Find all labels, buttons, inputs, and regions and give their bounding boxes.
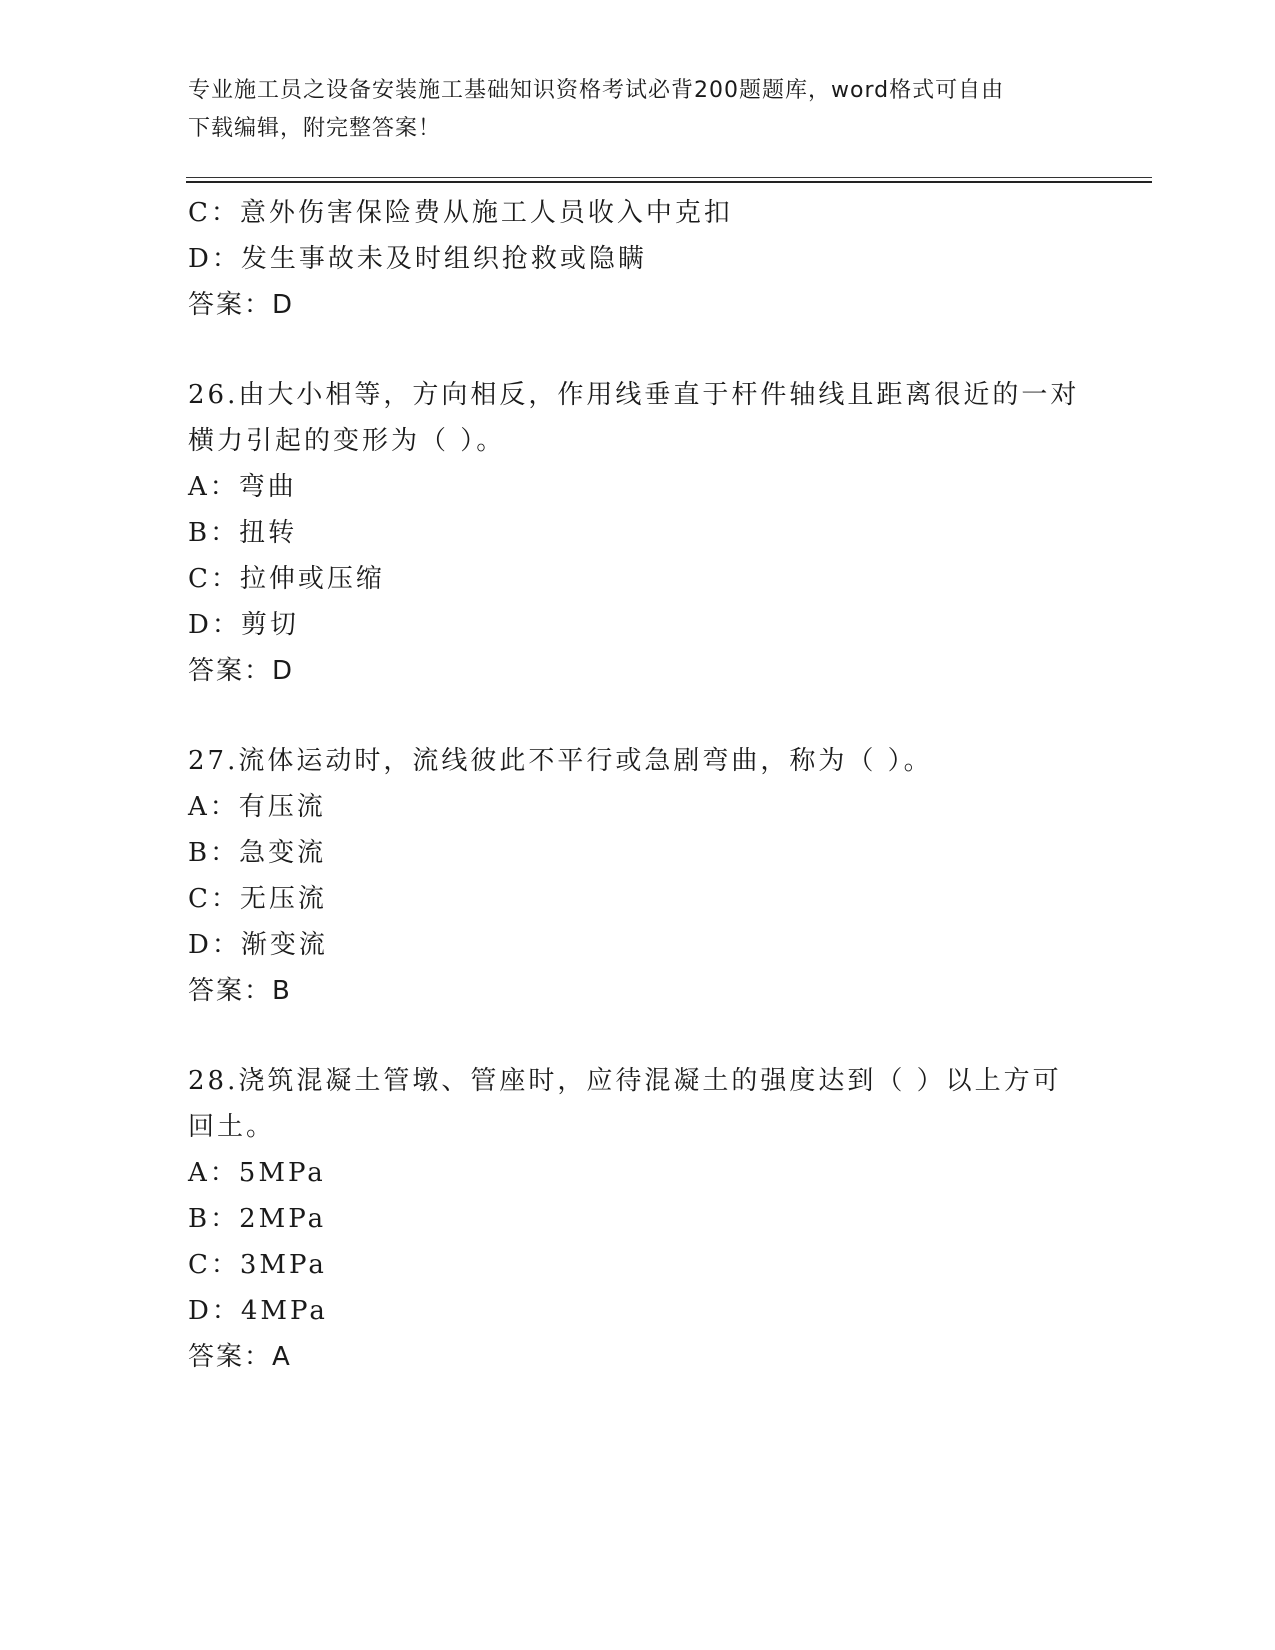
question-26 <box>188 372 1108 694</box>
option-a: A：有压流 <box>188 792 326 822</box>
option-c: C：3MPa <box>188 1250 327 1280</box>
header-title-line-2: 下载编辑，附完整答案！ <box>188 116 442 141</box>
question-stem-line-1: 26.由大小相等，方向相反，作用线垂直于杆件轴线且距离很近的一对 <box>188 380 1080 410</box>
header-divider-thin <box>186 177 1152 178</box>
option-d: D：剪切 <box>188 610 299 640</box>
answer-line: 答案：A <box>188 1342 292 1372</box>
question-25-continued <box>188 190 1108 328</box>
question-stem-line-1: 28.浇筑混凝土管墩、管座时，应待混凝土的强度达到（ ）以上方可 <box>188 1066 1062 1096</box>
answer-line: 答案：B <box>188 976 292 1006</box>
answer-line: 答案：D <box>188 290 295 320</box>
answer-line: 答案：D <box>188 656 295 686</box>
header-divider-thick <box>186 181 1152 183</box>
option-b: B：扭转 <box>188 518 298 548</box>
question-28 <box>188 1058 1108 1380</box>
option-b: B：2MPa <box>188 1204 327 1234</box>
option-a: A：弯曲 <box>188 472 297 502</box>
option-c: C：无压流 <box>188 884 327 914</box>
question-list <box>188 190 1108 1380</box>
option-d: D：4MPa <box>188 1296 328 1326</box>
question-stem-line-2: 横力引起的变形为（ ）。 <box>188 426 506 456</box>
question-stem-line-2: 回土。 <box>188 1112 276 1142</box>
option-b: B：急变流 <box>188 838 327 868</box>
option-a: A：5MPa <box>188 1158 326 1188</box>
document-header <box>188 72 1088 148</box>
option-c: C：拉伸或压缩 <box>188 564 385 594</box>
question-stem-line-1: 27.流体运动时，流线彼此不平行或急剧弯曲，称为（ ）。 <box>188 746 933 776</box>
option-d: D：渐变流 <box>188 930 328 960</box>
question-27 <box>188 738 1108 1014</box>
option-c: C：意外伤害保险费从施工人员收入中克扣 <box>188 198 733 228</box>
option-d: D：发生事故未及时组织抢救或隐瞒 <box>188 244 647 274</box>
header-title-line-1: 专业施工员之设备安装施工基础知识资格考试必背200题题库，word格式可自由 <box>188 78 1005 103</box>
